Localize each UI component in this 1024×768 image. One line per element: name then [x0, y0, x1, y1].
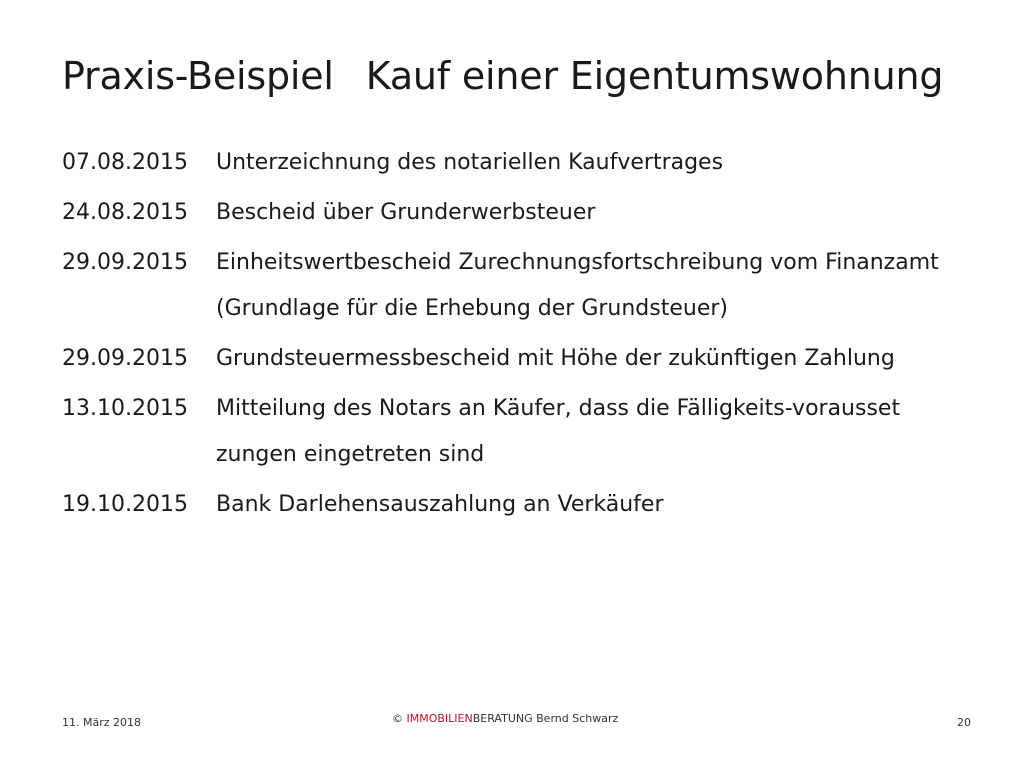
entry-date: 19.10.2015	[62, 492, 188, 517]
entry-date: 24.08.2015	[62, 200, 188, 225]
entry-text: Einheitswertbescheid Zurechnungsfortschreibung vom Finanzamt (Grundlage für die Erhebung der Grundsteuer)	[216, 250, 939, 321]
entry-text: Unterzeichnung des notariellen Kaufvertrages	[216, 150, 724, 175]
footer-copyright	[392, 712, 618, 725]
page-number: 20	[957, 716, 971, 729]
timeline-entry	[62, 140, 1012, 186]
title-part-1: Praxis-Beispiel	[62, 54, 334, 98]
entry-text: Grundsteuermessbescheid mit Höhe der zukünftigen Zahlung	[216, 346, 895, 371]
entry-date: 07.08.2015	[62, 150, 188, 175]
brand-name-rest: BERATUNG	[472, 712, 533, 725]
entry-text: Bank Darlehensauszahlung an Verkäufer	[216, 492, 664, 517]
timeline-list	[62, 140, 1012, 532]
footer-date: 11. März 2018	[62, 716, 142, 729]
copyright-symbol: ©	[392, 712, 403, 725]
timeline-entry	[62, 386, 1012, 478]
timeline-entry	[62, 240, 1012, 332]
timeline-entry	[62, 336, 1012, 382]
footer-author: Bernd Schwarz	[536, 712, 619, 725]
brand-name-red: IMMOBILIEN	[406, 712, 473, 725]
timeline-entry	[62, 190, 1012, 236]
entry-date: 13.10.2015	[62, 396, 188, 421]
entry-date: 29.09.2015	[62, 250, 188, 275]
entry-date: 29.09.2015	[62, 346, 188, 371]
entry-text: Mitteilung des Notars an Käufer, dass die Fälligkeits-voraussetzungen eingetreten sind	[216, 396, 901, 467]
timeline-entry	[62, 482, 1012, 528]
title-part-2: Kauf einer Eigentumswohnung	[365, 54, 944, 98]
slide-title	[62, 54, 943, 98]
entry-text: Bescheid über Grunderwerbsteuer	[216, 200, 596, 225]
